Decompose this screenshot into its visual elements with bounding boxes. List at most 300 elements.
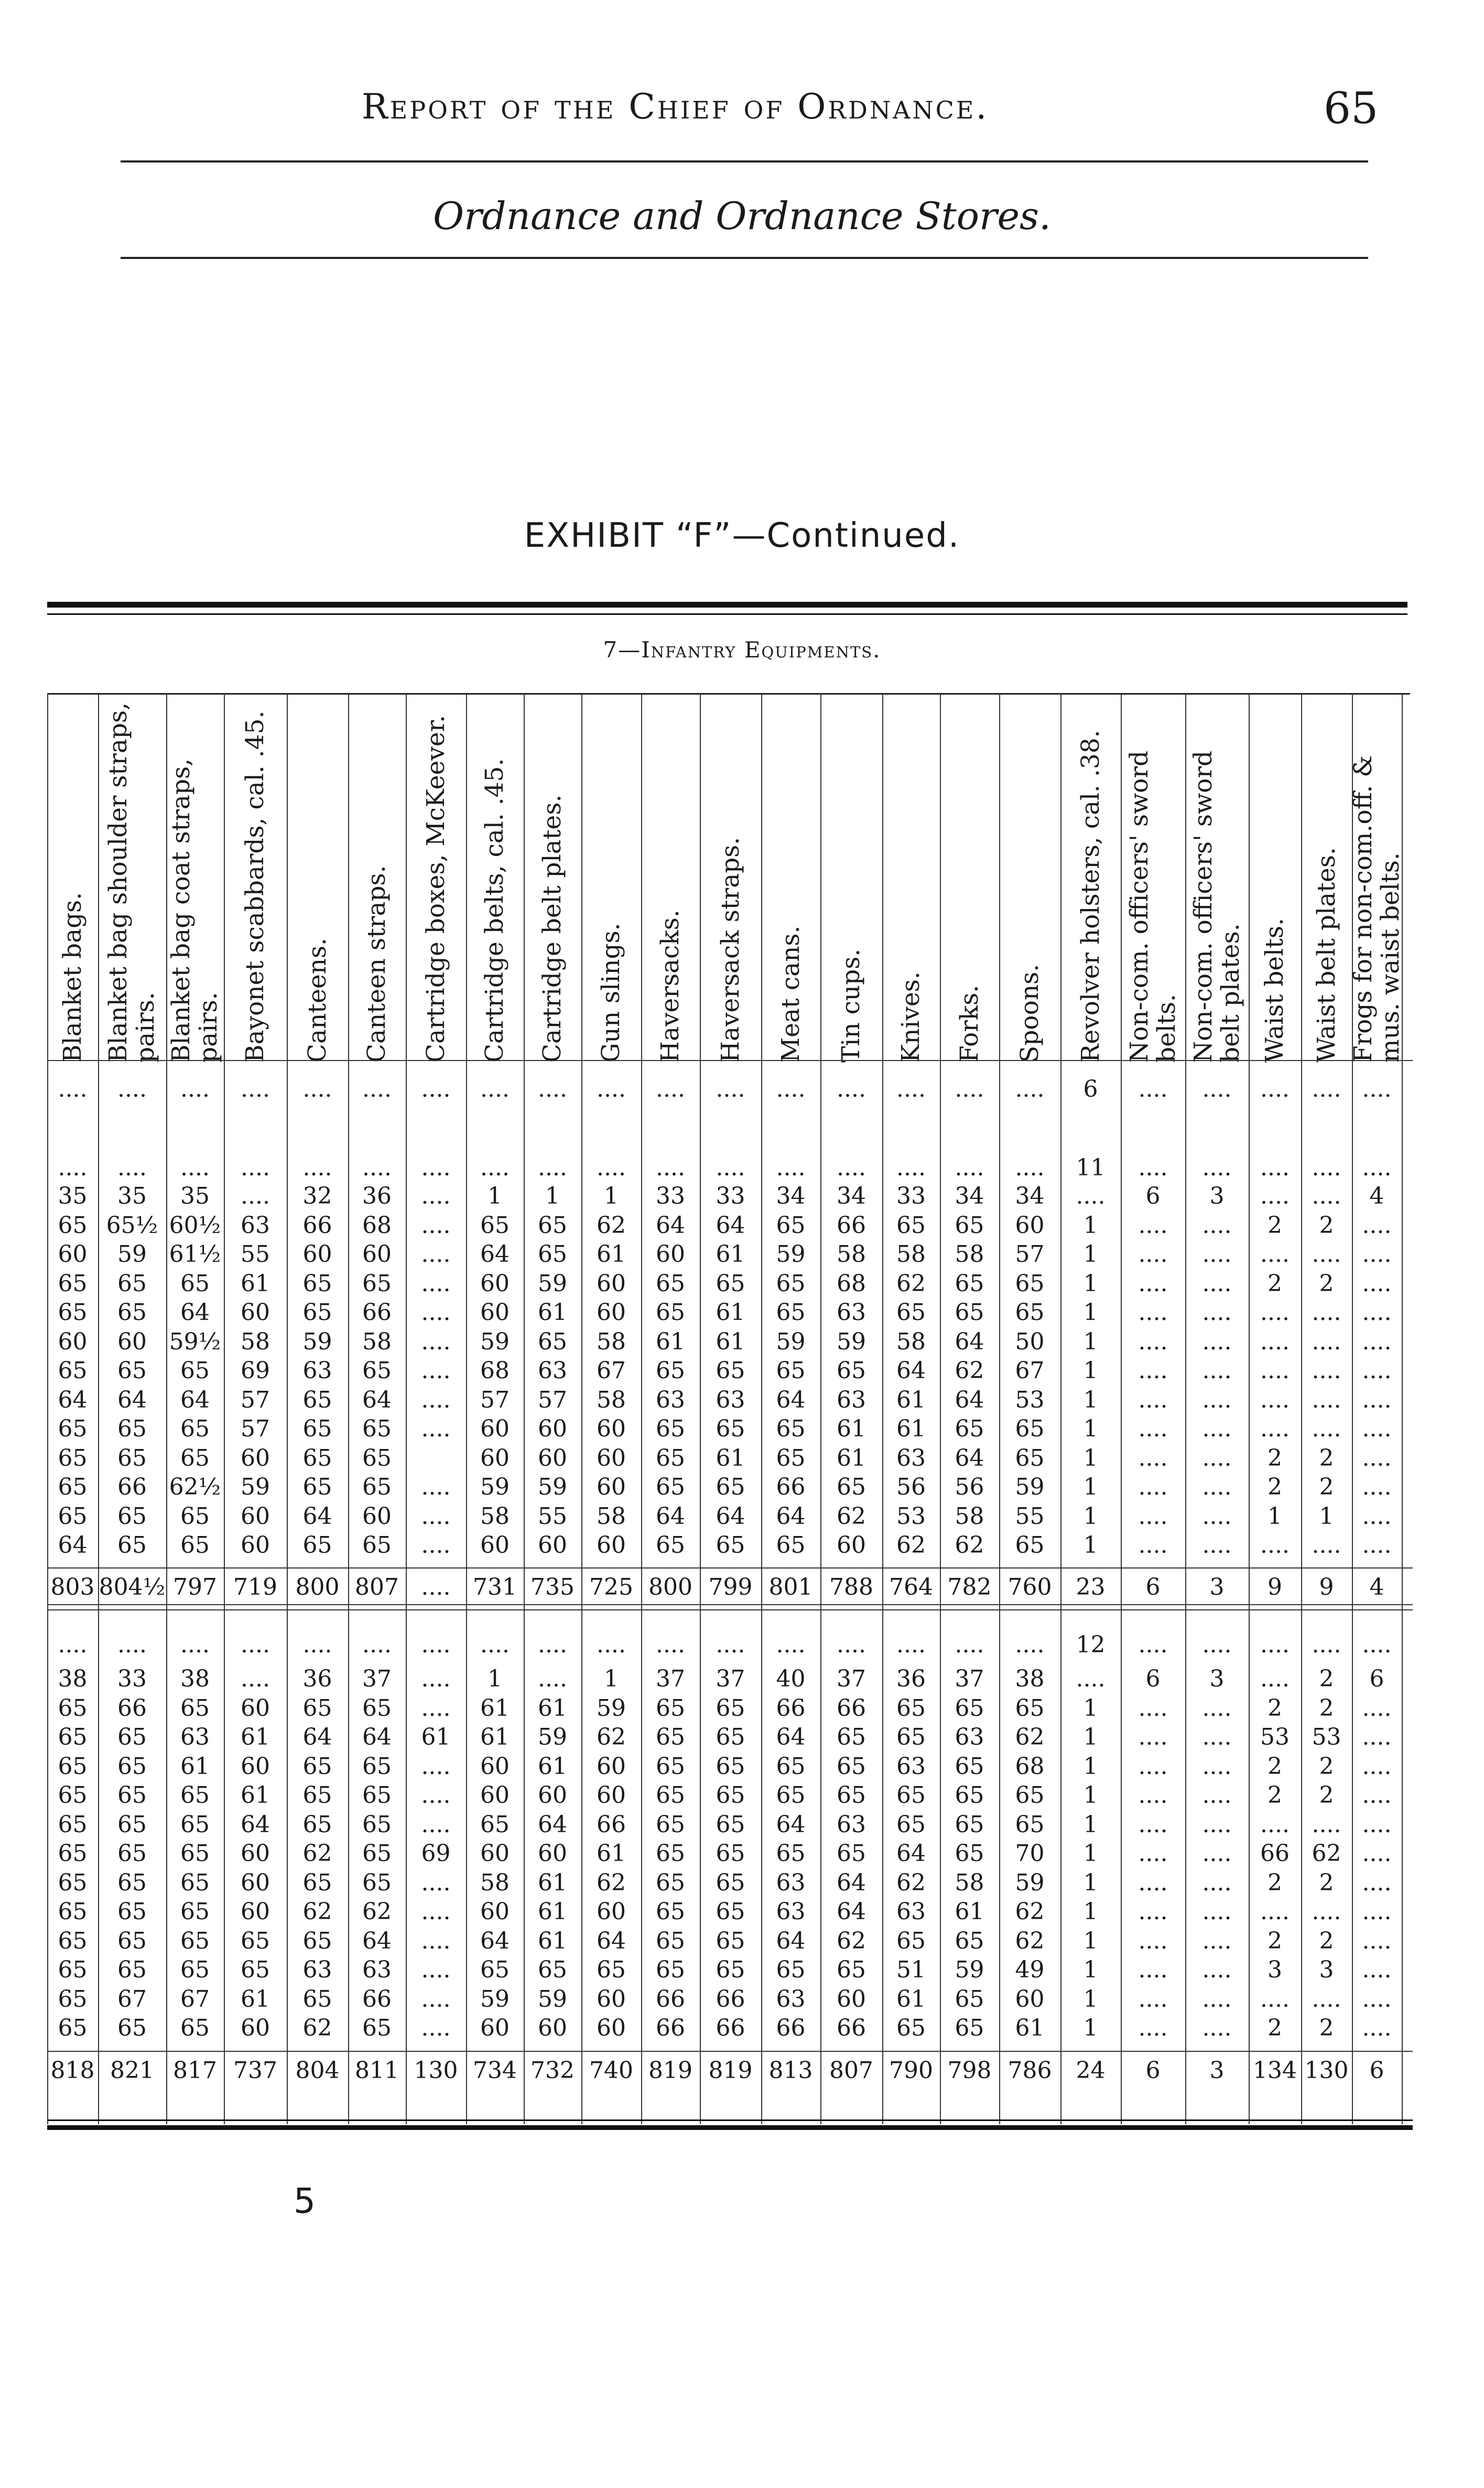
table-cell: 61 (480, 1724, 510, 1750)
column-header (1185, 693, 1249, 1063)
table-cell: .... (1362, 1532, 1392, 1559)
table-cell: .... (1202, 1532, 1232, 1559)
table-cell: 60 (362, 1502, 392, 1530)
table-cell: 65 (776, 1299, 806, 1326)
column-header-label: Haversacks. (656, 910, 685, 1063)
table-cell: 66 (837, 2015, 866, 2041)
table-cell: 1 (1083, 1532, 1098, 1559)
table-cell: .... (896, 1154, 926, 1181)
total-cell: 9 (1268, 1574, 1282, 1600)
column-header (466, 693, 524, 1063)
table-cell: .... (1312, 1328, 1341, 1355)
table-cell: 65 (302, 1811, 332, 1838)
table-cell: 36 (302, 1665, 332, 1692)
column-header (47, 693, 98, 1063)
table-cell: 37 (362, 1665, 392, 1692)
table-cell: .... (421, 1985, 451, 2013)
table-cell: 1 (1083, 1724, 1098, 1750)
table-cell: 64 (302, 1724, 332, 1750)
column-header-label: Haversack straps. (716, 837, 745, 1063)
table-cell: .... (1138, 1631, 1168, 1658)
table-cell: 60 (117, 1328, 147, 1355)
column-header (524, 693, 581, 1063)
table-cell: 62 (955, 1532, 984, 1559)
table-cell: .... (776, 1076, 806, 1102)
table-cell: 59 (538, 1474, 567, 1500)
table-cell: .... (1312, 1898, 1341, 1925)
table-cell: 55 (538, 1502, 567, 1530)
table-cell: 6 (1145, 1665, 1161, 1692)
table-cell: 65 (117, 1299, 147, 1326)
total-cell: 782 (947, 1574, 992, 1600)
table-cell: .... (1138, 1782, 1168, 1809)
table-cell: .... (421, 1665, 451, 1692)
table-cell: 60 (597, 1532, 626, 1559)
table-cell: 64 (896, 1840, 926, 1867)
table-cell: 65 (58, 2015, 88, 2041)
table-cell: 61 (597, 1840, 626, 1867)
table-cell: 65 (1015, 1415, 1045, 1442)
table-cell: .... (241, 1631, 270, 1658)
table-cell: .... (1138, 1211, 1168, 1239)
table-cell: 57 (480, 1386, 510, 1413)
table-cell: 33 (716, 1183, 745, 1209)
table-cell: 1 (1083, 1241, 1098, 1268)
table-cell: 66 (716, 2015, 745, 2041)
table-cell: 66 (776, 1474, 806, 1500)
table-cell: 65 (896, 1299, 926, 1326)
table-cell: 2 (1268, 1753, 1282, 1780)
table-cell: 65 (480, 1211, 510, 1239)
table-cell: 65 (362, 2015, 392, 2041)
table-cell: .... (241, 1183, 270, 1209)
total-cell: 735 (530, 1574, 575, 1600)
page-number: 65 (1324, 84, 1379, 134)
total-cell: 798 (947, 2057, 992, 2084)
table-cell: .... (117, 1631, 147, 1658)
table-cell: 2 (1319, 1665, 1334, 1692)
table-cell: .... (1362, 1502, 1392, 1530)
table-cell: 62 (302, 2015, 332, 2041)
table-cell: 1 (1083, 1444, 1098, 1472)
table-cell: .... (1202, 1927, 1232, 1954)
table-cell: 61 (716, 1444, 745, 1472)
table-cell: .... (1362, 1211, 1392, 1239)
equipment-table (47, 693, 1413, 2124)
table-cell: 65 (716, 1927, 745, 1954)
table-cell: 65 (117, 1840, 147, 1867)
table-cell: 37 (656, 1665, 685, 1692)
table-cell: 61 (538, 1898, 567, 1925)
table-cell: 64 (776, 1811, 806, 1838)
table-cell: 2 (1268, 2015, 1282, 2041)
table-cell: .... (180, 1631, 210, 1658)
table-cell: 65 (58, 1840, 88, 1867)
table-cell: .... (1138, 1724, 1168, 1750)
table-cell: 58 (480, 1502, 510, 1530)
table-cell: 65 (58, 1474, 88, 1500)
table-cell: 58 (597, 1502, 626, 1530)
table-cell: 65 (1015, 1299, 1045, 1326)
table-cell: .... (1362, 1985, 1392, 2013)
table-cell: .... (1138, 1840, 1168, 1867)
table-cell: 65 (58, 1299, 88, 1326)
table-cell: .... (1138, 1956, 1168, 1983)
column-header (999, 693, 1060, 1063)
table-cell: .... (1362, 1956, 1392, 1983)
table-cell: 2 (1268, 1782, 1282, 1809)
table-cell: 65 (302, 1532, 332, 1559)
table-cell: 59 (538, 1724, 567, 1750)
column-header (406, 693, 466, 1063)
table-cell: .... (421, 1474, 451, 1500)
table-cell: .... (1202, 1782, 1232, 1809)
table-cell: .... (896, 1631, 926, 1658)
table-cell: 64 (180, 1386, 210, 1413)
table-cell: 60 (241, 1694, 270, 1722)
column-header-label: Canteen straps. (362, 865, 391, 1063)
table-cell: 65 (955, 1694, 984, 1722)
table-cell: 65 (716, 1840, 745, 1867)
table-cell: 66 (117, 1694, 147, 1722)
table-cell: .... (1260, 1898, 1290, 1925)
table-cell: 58 (837, 1241, 866, 1268)
table-cell: 65 (117, 1415, 147, 1442)
table-cell: 60 (1015, 1211, 1045, 1239)
table-cell: .... (1138, 1753, 1168, 1780)
table-cell: 2 (1319, 1782, 1334, 1809)
total-cell: 130 (414, 2057, 458, 2084)
table-cell: 59 (480, 1985, 510, 2013)
total-cell: 819 (648, 2057, 692, 2084)
table-cell: 64 (837, 1898, 866, 1925)
table-cell: .... (1260, 1631, 1290, 1658)
table-cell: 60½ (169, 1211, 221, 1239)
table-cell: 1 (604, 1665, 619, 1692)
table-cell: 63 (776, 1869, 806, 1896)
table-cell: 65 (776, 1532, 806, 1559)
table-cell: 62 (896, 1869, 926, 1896)
table-cell: 65 (837, 1956, 866, 1983)
table-cell: 63 (776, 1985, 806, 2013)
table-cell: 59 (955, 1956, 984, 1983)
table-cell: 64 (58, 1386, 88, 1413)
table-cell: .... (1312, 1415, 1341, 1442)
table-cell: 60 (241, 1532, 270, 1559)
total-cell: 6 (1369, 2057, 1384, 2084)
table-cell: 61 (538, 1927, 567, 1954)
table-cell: 66 (1260, 1840, 1290, 1867)
table-cell: .... (1202, 1154, 1232, 1181)
table-cell: .... (1362, 1076, 1392, 1102)
total-cell: 740 (589, 2057, 633, 2084)
table-cell: 65 (362, 1694, 392, 1722)
table-cell: 2 (1319, 2015, 1334, 2041)
table-cell: 65 (837, 1357, 866, 1384)
table-cell: .... (1138, 1985, 1168, 2013)
column-header-label: Blanket bags. (58, 892, 87, 1063)
table-cell: 66 (776, 1694, 806, 1722)
table-cell: 65 (716, 1753, 745, 1780)
column-header-label: Tin cups. (837, 948, 865, 1063)
table-cell: 65 (716, 1724, 745, 1750)
column-header-label: Revolver holsters, cal. .38. (1076, 730, 1105, 1063)
table-cell: 65 (656, 1840, 685, 1867)
table-cell: 60 (597, 1782, 626, 1809)
table-cell: .... (1362, 1927, 1392, 1954)
table-cell: .... (1202, 1694, 1232, 1722)
table-cell: 70 (1015, 1840, 1045, 1867)
table-cell: 59 (538, 1270, 567, 1297)
table-cell: 56 (955, 1474, 984, 1500)
table-cell: 61½ (169, 1241, 221, 1268)
table-cell: .... (1202, 1956, 1232, 1983)
table-cell: 65 (180, 1532, 210, 1559)
table-cell: 62 (837, 1927, 866, 1954)
table-cell: 66 (837, 1694, 866, 1722)
table-cell: 40 (776, 1665, 806, 1692)
table-cell: 65 (180, 1782, 210, 1809)
table-cell: 65 (716, 1956, 745, 1983)
table-cell: 53 (1312, 1724, 1341, 1750)
table-cell: .... (1138, 1811, 1168, 1838)
table-cell: 49 (1015, 1956, 1045, 1983)
table-cell: 64 (362, 1724, 392, 1750)
table-cell: 65 (180, 1956, 210, 1983)
table-cell: 58 (597, 1328, 626, 1355)
table-cell: 57 (1015, 1241, 1045, 1268)
total-cell: 811 (355, 2057, 399, 2084)
table-cell: 65 (180, 1898, 210, 1925)
table-cell: 65 (302, 1415, 332, 1442)
table-cell: 59 (538, 1985, 567, 2013)
table-cell: 62 (597, 1211, 626, 1239)
table-cell: 1 (1268, 1502, 1282, 1530)
total-cell: 786 (1008, 2057, 1052, 2084)
table-cell: 65 (776, 1270, 806, 1297)
table-cell: 65 (302, 1694, 332, 1722)
table-cell: .... (1260, 1415, 1290, 1442)
total-cell: 803 (50, 1574, 95, 1600)
table-cell: .... (1202, 1211, 1232, 1239)
table-cell: 64 (538, 1811, 567, 1838)
total-rule-bottom (47, 1609, 1413, 1610)
table-cell: 63 (180, 1724, 210, 1750)
table-cell: 2 (1268, 1474, 1282, 1500)
table-cell: 38 (58, 1665, 88, 1692)
table-cell: 65 (656, 1869, 685, 1896)
table-cell: .... (1138, 1869, 1168, 1896)
column-header-label: Gun slings. (597, 923, 625, 1063)
subtotal-rule (47, 2051, 1413, 2052)
table-cell: 32 (302, 1183, 332, 1209)
table-cell: 62 (597, 1724, 626, 1750)
table-cell: .... (1138, 1270, 1168, 1297)
table-cell: 65 (117, 1724, 147, 1750)
table-cell: .... (1015, 1076, 1045, 1102)
table-cell: .... (1312, 1811, 1341, 1838)
table-cell: .... (421, 1898, 451, 1925)
table-cell: 65 (1015, 1694, 1045, 1722)
table-cell: 65 (302, 1270, 332, 1297)
table-cell: 63 (896, 1898, 926, 1925)
table-cell: 59 (117, 1241, 147, 1268)
table-cell: 64 (716, 1502, 745, 1530)
table-cell: 63 (362, 1956, 392, 1983)
table-cell: 64 (362, 1386, 392, 1413)
table-cell: 59 (1015, 1474, 1045, 1500)
table-cell: 6 (1083, 1076, 1098, 1102)
table-cell: 65 (597, 1956, 626, 1983)
table-cell: 60 (837, 1532, 866, 1559)
column-header-label: Blanket bag shoulder straps, pairs. (104, 702, 160, 1063)
table-cell: .... (421, 1415, 451, 1442)
table-cell: 60 (362, 1241, 392, 1268)
table-cell: .... (716, 1076, 745, 1102)
table-bottom-rule-thick (47, 2125, 1413, 2130)
table-cell: 65 (955, 1840, 984, 1867)
table-cell: 59 (480, 1328, 510, 1355)
table-cell: 1 (1083, 1840, 1098, 1867)
table-cell: .... (1362, 1694, 1392, 1722)
table-cell: .... (421, 2015, 451, 2041)
table-cell: 12 (1076, 1631, 1106, 1658)
table-cell: 2 (1319, 1474, 1334, 1500)
table-cell: .... (1362, 1270, 1392, 1297)
table-cell: 65 (955, 1753, 984, 1780)
table-cell: .... (58, 1076, 88, 1102)
table-cell: 59½ (169, 1328, 221, 1355)
table-cell: 2 (1319, 1694, 1334, 1722)
table-cell: 62 (302, 1898, 332, 1925)
table-cell: 58 (597, 1386, 626, 1413)
table-cell: 37 (716, 1665, 745, 1692)
table-cell: 65 (837, 1782, 866, 1809)
table-cell: .... (1202, 1328, 1232, 1355)
table-cell: 65 (716, 1694, 745, 1722)
table-cell: 58 (955, 1502, 984, 1530)
total-cell: 797 (173, 1574, 217, 1600)
table-cell: .... (421, 1241, 451, 1268)
table-cell: 65 (180, 1502, 210, 1530)
table-cell: 65 (362, 1532, 392, 1559)
exhibit-title: EXHIBIT “F”—Continued. (524, 516, 960, 555)
table-cell: .... (716, 1154, 745, 1181)
column-header (761, 693, 820, 1063)
table-cell: .... (421, 1211, 451, 1239)
table-cell: .... (1362, 1415, 1392, 1442)
table-cell: 65 (837, 1474, 866, 1500)
table-cell: .... (362, 1631, 392, 1658)
table-cell: .... (776, 1631, 806, 1658)
table-cell: .... (1202, 1357, 1232, 1384)
running-head: Report of the Chief of Ordnance. (362, 86, 989, 127)
table-cell: 61 (241, 1724, 270, 1750)
column-header (1060, 693, 1121, 1063)
table-cell: 60 (58, 1241, 88, 1268)
table-cell: 38 (180, 1665, 210, 1692)
table-cell: .... (597, 1154, 626, 1181)
table-cell: .... (1202, 1270, 1232, 1297)
total-cell: 725 (589, 1574, 633, 1600)
table-cell: 65 (180, 1270, 210, 1297)
table-cell: .... (837, 1154, 866, 1181)
table-cell: .... (302, 1076, 332, 1102)
table-cell: .... (1362, 1357, 1392, 1384)
column-header (287, 693, 348, 1063)
table-cell: .... (538, 1631, 567, 1658)
table-cell: .... (1260, 1357, 1290, 1384)
table-cell: .... (421, 1811, 451, 1838)
table-cell: .... (1015, 1154, 1045, 1181)
column-header-label: Waist belt plates. (1312, 847, 1341, 1063)
table-cell: 65 (656, 1415, 685, 1442)
table-cell: .... (656, 1154, 685, 1181)
table-cell: 65 (656, 1444, 685, 1472)
table-cell: 65 (180, 2015, 210, 2041)
table-cell: 65 (656, 1532, 685, 1559)
table-cell: 2 (1319, 1270, 1334, 1297)
table-cell: 58 (955, 1869, 984, 1896)
total-cell: 800 (648, 1574, 692, 1600)
table-cell: 60 (480, 1415, 510, 1442)
table-cell: 65 (241, 1956, 270, 1983)
table-cell: 1 (1083, 1753, 1098, 1780)
total-rule-top (47, 1604, 1413, 1605)
table-cell: 65 (716, 1357, 745, 1384)
table-cell: 61 (538, 1299, 567, 1326)
table-cell: 64 (896, 1357, 926, 1384)
table-cell: .... (421, 1299, 451, 1326)
table-cell: 61 (180, 1753, 210, 1780)
table-cell: 63 (241, 1211, 270, 1239)
table-cell: 59 (776, 1241, 806, 1268)
table-cell: 62 (955, 1357, 984, 1384)
table-cell: 61 (421, 1724, 451, 1750)
table-cell: .... (656, 1631, 685, 1658)
table-cell: .... (302, 1154, 332, 1181)
table-cell: .... (656, 1076, 685, 1102)
column-header (1301, 693, 1352, 1063)
table-cell: .... (1362, 1299, 1392, 1326)
table-cell: .... (241, 1154, 270, 1181)
table-cell: 65 (480, 1956, 510, 1983)
table-cell: .... (1312, 1631, 1341, 1658)
table-cell: .... (1362, 1474, 1392, 1500)
table-cell: .... (1260, 1532, 1290, 1559)
total-cell: 719 (233, 1574, 277, 1600)
table-cell: .... (1202, 1898, 1232, 1925)
table-cell: .... (58, 1154, 88, 1181)
table-cell: 53 (1260, 1724, 1290, 1750)
total-cell: 9 (1319, 1574, 1334, 1600)
table-cell: 64 (302, 1502, 332, 1530)
column-header-label: Non-com. officers' sword belt plates. (1188, 750, 1245, 1063)
table-cell: 1 (488, 1665, 502, 1692)
table-cell: 38 (1015, 1665, 1045, 1692)
table-cell: 65 (716, 1270, 745, 1297)
page-subtitle: Ordnance and Ordnance Stores. (433, 194, 1051, 238)
table-cell: 62 (896, 1270, 926, 1297)
table-cell: .... (1362, 1154, 1392, 1181)
table-cell: 66 (716, 1985, 745, 2013)
table-cell: 59 (241, 1474, 270, 1500)
table-cell: 62 (1015, 1927, 1045, 1954)
table-cell: 66 (656, 2015, 685, 2041)
table-cell: .... (421, 1631, 451, 1658)
table-cell: .... (1362, 1241, 1392, 1268)
exhibit-rule-thin (47, 613, 1407, 615)
